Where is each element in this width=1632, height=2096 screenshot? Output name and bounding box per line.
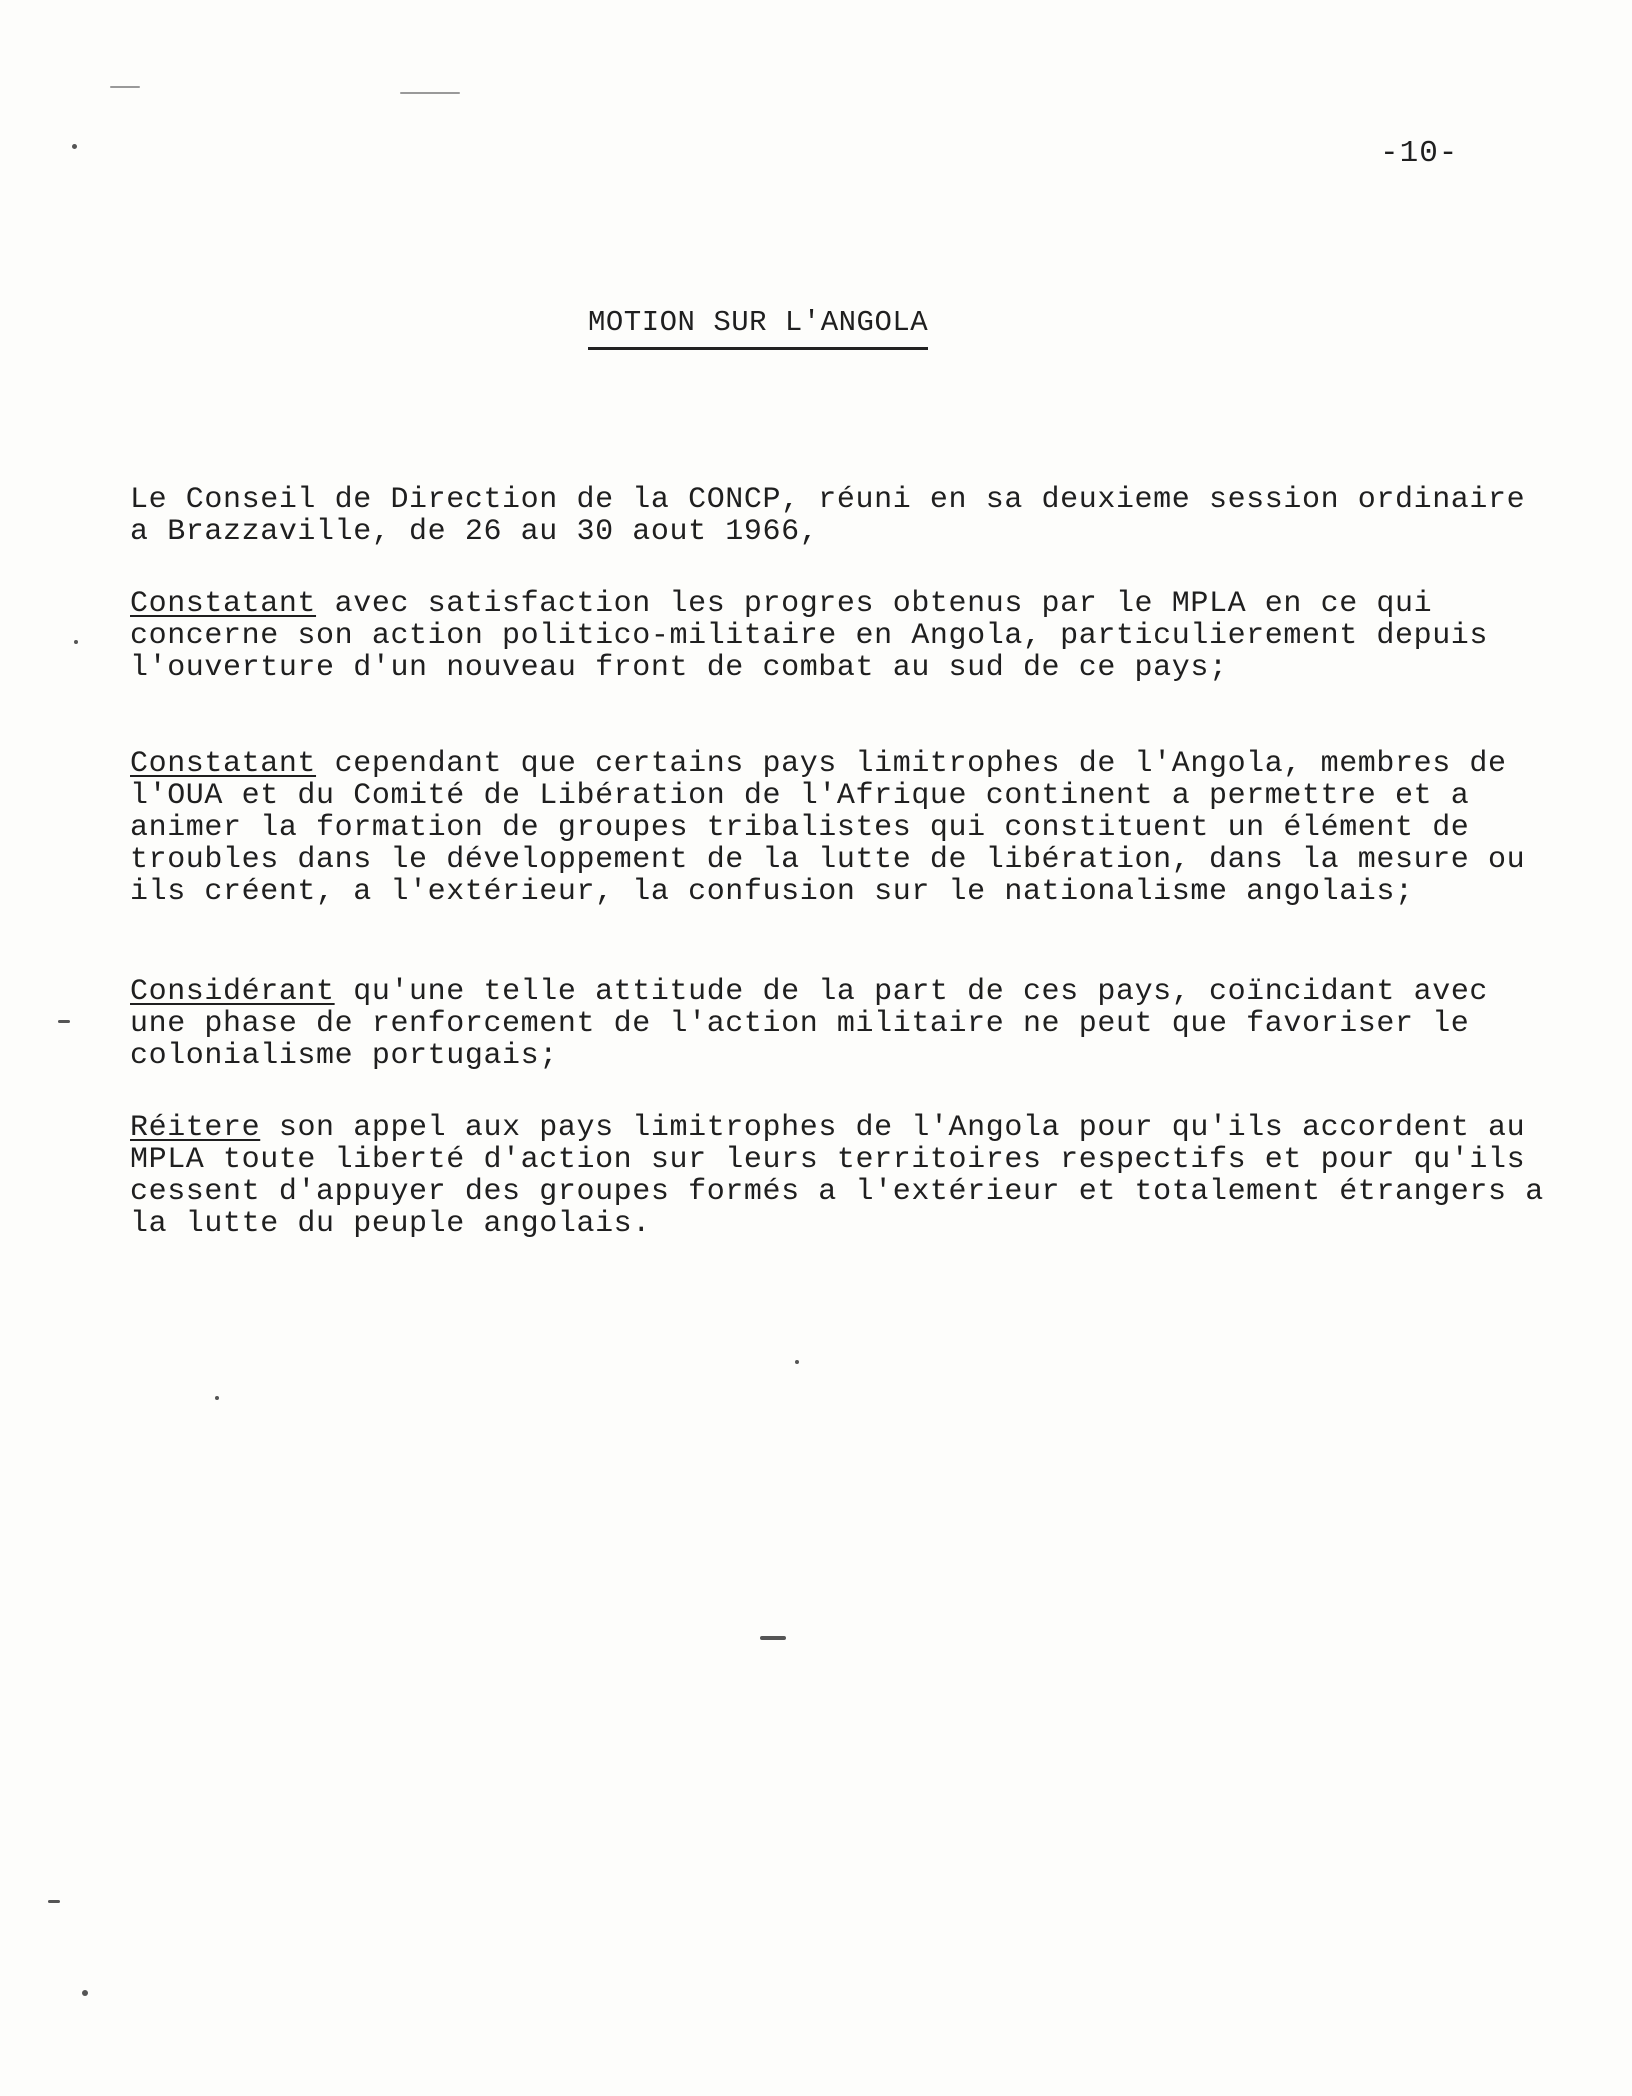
scan-speck: [760, 1636, 786, 1640]
scan-speck: [48, 1900, 60, 1903]
paragraph-lead-word: Constatant: [130, 747, 317, 781]
paragraph-considerant: [130, 976, 1550, 1072]
paragraph-text: son appel aux pays limitrophes de l'Angola pour qu'ils accordent au MPLA toute liberté d'action sur leurs territoires respectifs et pour qu'ils cessent d'appuyer des groupes formés a l'extérieur et totalement étrangers a la lutte du peuple angolais.: [130, 1111, 1544, 1241]
scan-speck: [72, 144, 77, 149]
paragraph-text: avec satisfaction les progres obtenus par le MPLA en ce qui concerne son action politico-militaire en Angola, particulierement depuis l'ouverture d'un nouveau front de combat au sud de ce pays;: [130, 587, 1489, 685]
page-number: -10-: [1380, 136, 1459, 171]
paragraph-constatant-2: [130, 748, 1550, 908]
scan-speck: [58, 1020, 70, 1023]
paragraph-lead-word: Réitere: [130, 1111, 261, 1145]
paragraph-lead-word: Constatant: [130, 587, 317, 621]
paragraph-lead-word: Considérant: [130, 975, 335, 1009]
document-title: MOTION SUR L'ANGOLA: [588, 306, 928, 350]
scan-speck: [110, 86, 140, 88]
paragraph-text: cependant que certains pays limitrophes de l'Angola, membres de l'OUA et du Comité de Libération de l'Afrique continent a permettre et a animer la formation de groupes tribalistes qui constituent un élément de troubles dans le développement de la lutte de libération, dans la mesure ou ils créent, a l'extérieur, la confusion sur le nationalisme angolais;: [130, 747, 1526, 909]
scan-speck: [215, 1396, 219, 1400]
paragraph-preamble-text: Le Conseil de Direction de la CONCP, réuni en sa deuxieme session ordinaire a Brazzaville, de 26 au 30 aout 1966,: [130, 483, 1526, 549]
paragraph-constatant-1: [130, 588, 1550, 684]
paragraph-text: qu'une telle attitude de la part de ces pays, coïncidant avec une phase de renforcement de l'action militaire ne peut que favoriser le colonialisme portugais;: [130, 975, 1489, 1073]
scan-speck: [795, 1360, 799, 1364]
scan-speck: [400, 92, 460, 94]
paragraph-preamble: [130, 484, 1550, 548]
paragraph-reitere: [130, 1112, 1550, 1240]
scan-speck: [82, 1990, 88, 1996]
scan-speck: [74, 640, 78, 644]
